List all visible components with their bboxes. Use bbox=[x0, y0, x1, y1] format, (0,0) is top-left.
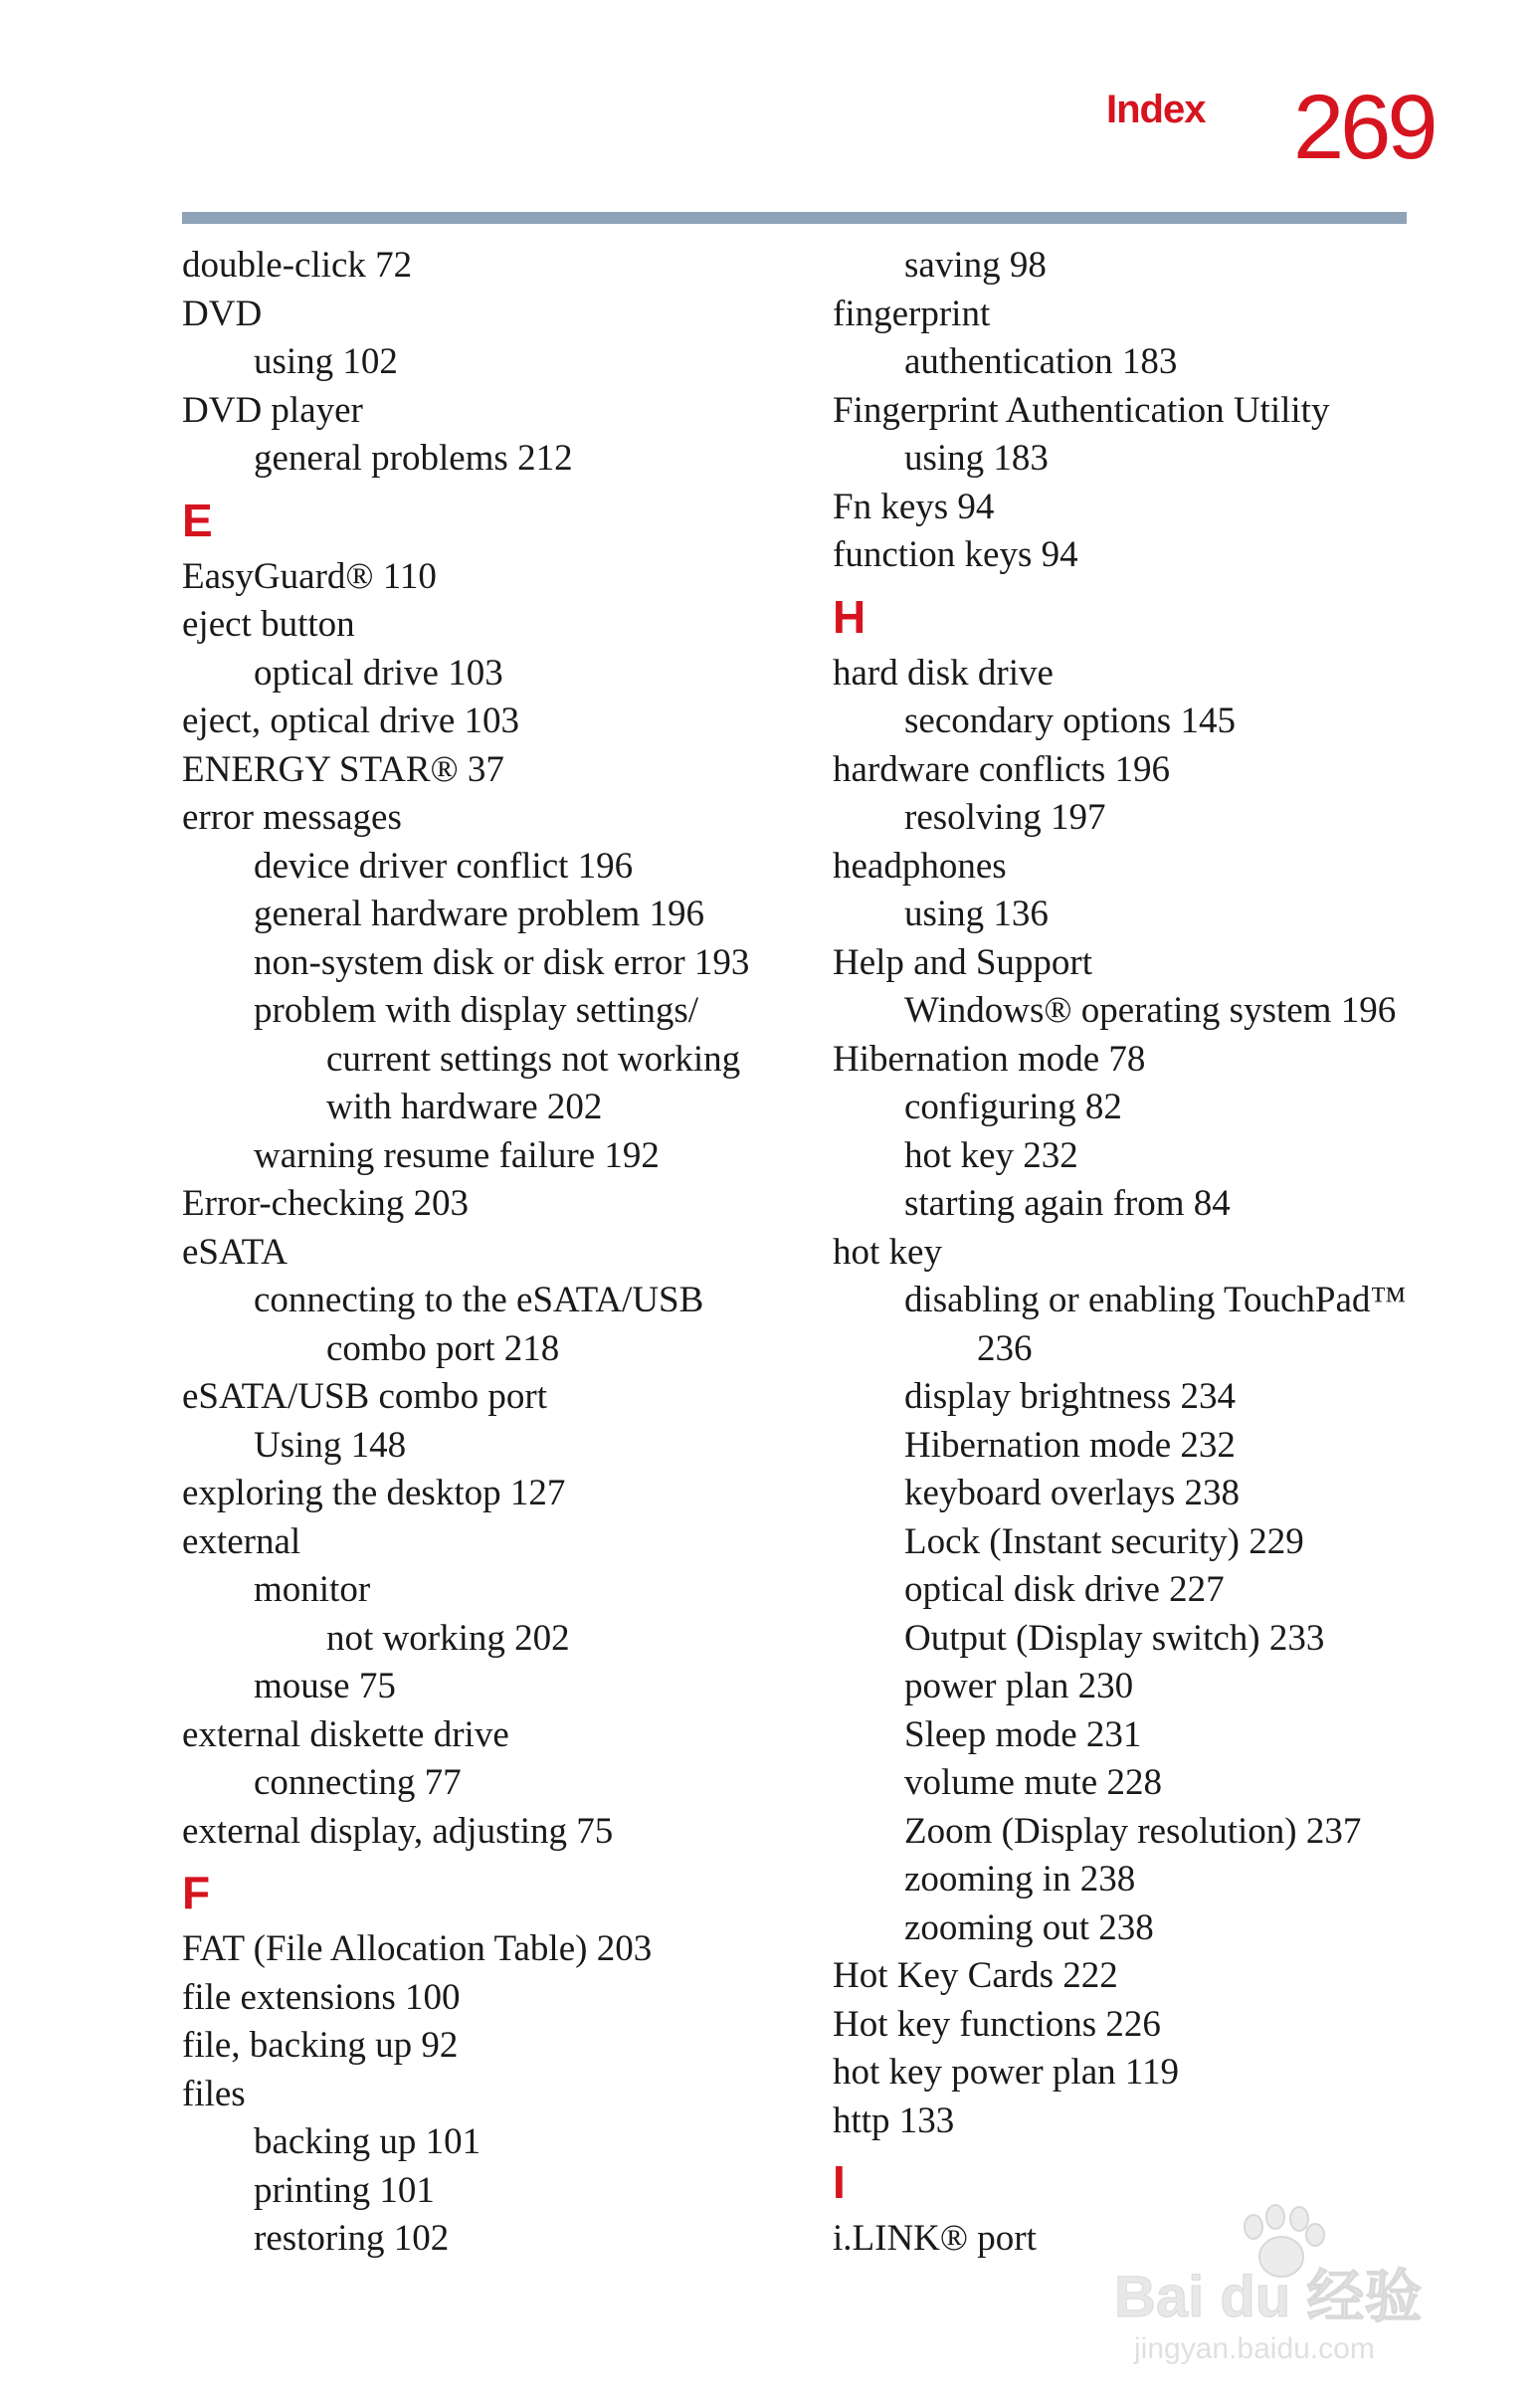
index-entry: exploring the desktop 127 bbox=[182, 1473, 566, 1513]
index-subentry: general hardware problem 196 bbox=[254, 894, 705, 934]
index-subentry: combo port 218 bbox=[326, 1327, 560, 1369]
index-entry: Error-checking 203 bbox=[182, 1183, 469, 1224]
index-entry: eSATA bbox=[182, 1231, 288, 1273]
index-subentry: general problems 212 bbox=[254, 438, 573, 479]
index-entry: external display, adjusting 75 bbox=[182, 1810, 614, 1852]
index-subentry: saving 98 bbox=[904, 245, 1047, 286]
index-subentry: restoring 102 bbox=[254, 2218, 450, 2259]
index-entry: Fn keys 94 bbox=[833, 486, 995, 527]
index-subentry: using 183 bbox=[904, 438, 1049, 479]
index-subentry: disabling or enabling TouchPad™ bbox=[904, 1280, 1407, 1320]
index-entry: i.LINK® port bbox=[833, 2218, 1037, 2259]
page-number: 269 bbox=[1293, 77, 1435, 178]
index-subentry: resolving 197 bbox=[904, 797, 1106, 838]
index-subentry: problem with display settings/ bbox=[254, 990, 699, 1031]
index-subentry: device driver conflict 196 bbox=[254, 845, 634, 887]
header-rule bbox=[182, 212, 1407, 224]
index-entry: file, backing up 92 bbox=[182, 2025, 459, 2066]
index-entry: DVD player bbox=[182, 389, 363, 431]
index-subentry: optical disk drive 227 bbox=[904, 1569, 1225, 1610]
index-entry: ENERGY STAR® 37 bbox=[182, 748, 504, 790]
index-subentry: 236 bbox=[977, 1327, 1033, 1369]
index-entry: external diskette drive bbox=[182, 1713, 509, 1755]
watermark-brand: Bai du 经验 bbox=[1114, 2265, 1423, 2329]
index-subentry: zooming in 238 bbox=[904, 1859, 1136, 1900]
index-entry: external bbox=[182, 1520, 301, 1562]
index-subentry: hot key 232 bbox=[904, 1134, 1078, 1176]
index-subentry: Hibernation mode 232 bbox=[904, 1424, 1236, 1466]
index-subentry: using 136 bbox=[904, 894, 1049, 934]
index-subentry: connecting 77 bbox=[254, 1762, 462, 1803]
index-column-right bbox=[833, 242, 1449, 2264]
index-entry: hot key power plan 119 bbox=[833, 2052, 1179, 2093]
index-subentry: with hardware 202 bbox=[326, 1087, 603, 1127]
index-entry: eject button bbox=[182, 604, 355, 645]
index-entry: Hot key functions 226 bbox=[833, 2003, 1161, 2045]
index-subentry: starting again from 84 bbox=[904, 1183, 1231, 1224]
index-entry: file extensions 100 bbox=[182, 1976, 461, 2018]
index-letter-heading: F bbox=[182, 1867, 211, 1918]
index-subentry: keyboard overlays 238 bbox=[904, 1473, 1241, 1513]
index-entry: fingerprint bbox=[833, 293, 991, 334]
index-subentry: power plan 230 bbox=[904, 1666, 1134, 1706]
index-subentry: zooming out 238 bbox=[904, 1906, 1154, 1948]
index-subentry: volume mute 228 bbox=[904, 1762, 1162, 1803]
index-letter-heading: H bbox=[833, 590, 866, 643]
index-subentry: Using 148 bbox=[254, 1424, 407, 1466]
index-subentry: secondary options 145 bbox=[904, 700, 1236, 741]
index-subentry: authentication 183 bbox=[904, 341, 1178, 382]
baidu-watermark bbox=[1104, 2199, 1462, 2368]
index-subentry: connecting to the eSATA/USB bbox=[254, 1280, 704, 1320]
index-subentry: current settings not working bbox=[326, 1038, 741, 1080]
index-subentry: Zoom (Display resolution) 237 bbox=[904, 1810, 1362, 1852]
index-letter-heading: E bbox=[182, 494, 213, 546]
index-entry: hot key bbox=[833, 1231, 942, 1273]
index-entry: Fingerprint Authentication Utility bbox=[833, 389, 1330, 431]
index-subentry: mouse 75 bbox=[254, 1666, 396, 1706]
index-entry: eSATA/USB combo port bbox=[182, 1376, 548, 1417]
index-entry: EasyGuard® 110 bbox=[182, 555, 437, 597]
index-subentry: display brightness 234 bbox=[904, 1376, 1236, 1417]
index-letter-heading: I bbox=[833, 2156, 846, 2208]
section-title: Index bbox=[1106, 88, 1206, 131]
index-subentry: monitor bbox=[254, 1569, 371, 1610]
index-subentry: configuring 82 bbox=[904, 1087, 1122, 1127]
index-subentry: Sleep mode 231 bbox=[904, 1713, 1142, 1755]
index-entry: Hibernation mode 78 bbox=[833, 1038, 1146, 1080]
index-entry: error messages bbox=[182, 797, 402, 838]
index-subentry: not working 202 bbox=[326, 1617, 570, 1659]
index-entry: headphones bbox=[833, 845, 1007, 887]
index-subentry: printing 101 bbox=[254, 2169, 435, 2211]
index-entry: double-click 72 bbox=[182, 245, 413, 286]
index-entry: files bbox=[182, 2073, 246, 2114]
index-entry: Hot Key Cards 222 bbox=[833, 1955, 1118, 1996]
index-entry: Help and Support bbox=[833, 941, 1093, 983]
index-subentry: using 102 bbox=[254, 341, 398, 382]
index-column-left bbox=[182, 242, 799, 2264]
index-subentry: Lock (Instant security) 229 bbox=[904, 1520, 1304, 1562]
index-entry: function keys 94 bbox=[833, 534, 1078, 575]
watermark-url: jingyan.baidu.com bbox=[1134, 2332, 1375, 2365]
index-entry: FAT (File Allocation Table) 203 bbox=[182, 1928, 653, 1969]
index-entry: DVD bbox=[182, 293, 263, 334]
index-entry: hardware conflicts 196 bbox=[833, 748, 1171, 790]
index-entry: hard disk drive bbox=[833, 652, 1054, 694]
index-entry: http 133 bbox=[833, 2100, 955, 2141]
index-subentry: Output (Display switch) 233 bbox=[904, 1617, 1325, 1659]
index-entry: eject, optical drive 103 bbox=[182, 700, 520, 741]
index-subentry: optical drive 103 bbox=[254, 652, 503, 694]
index-subentry: non-system disk or disk error 193 bbox=[254, 941, 750, 983]
index-subentry: warning resume failure 192 bbox=[254, 1134, 660, 1176]
index-subentry: Windows® operating system 196 bbox=[904, 990, 1397, 1031]
index-subentry: backing up 101 bbox=[254, 2121, 481, 2162]
